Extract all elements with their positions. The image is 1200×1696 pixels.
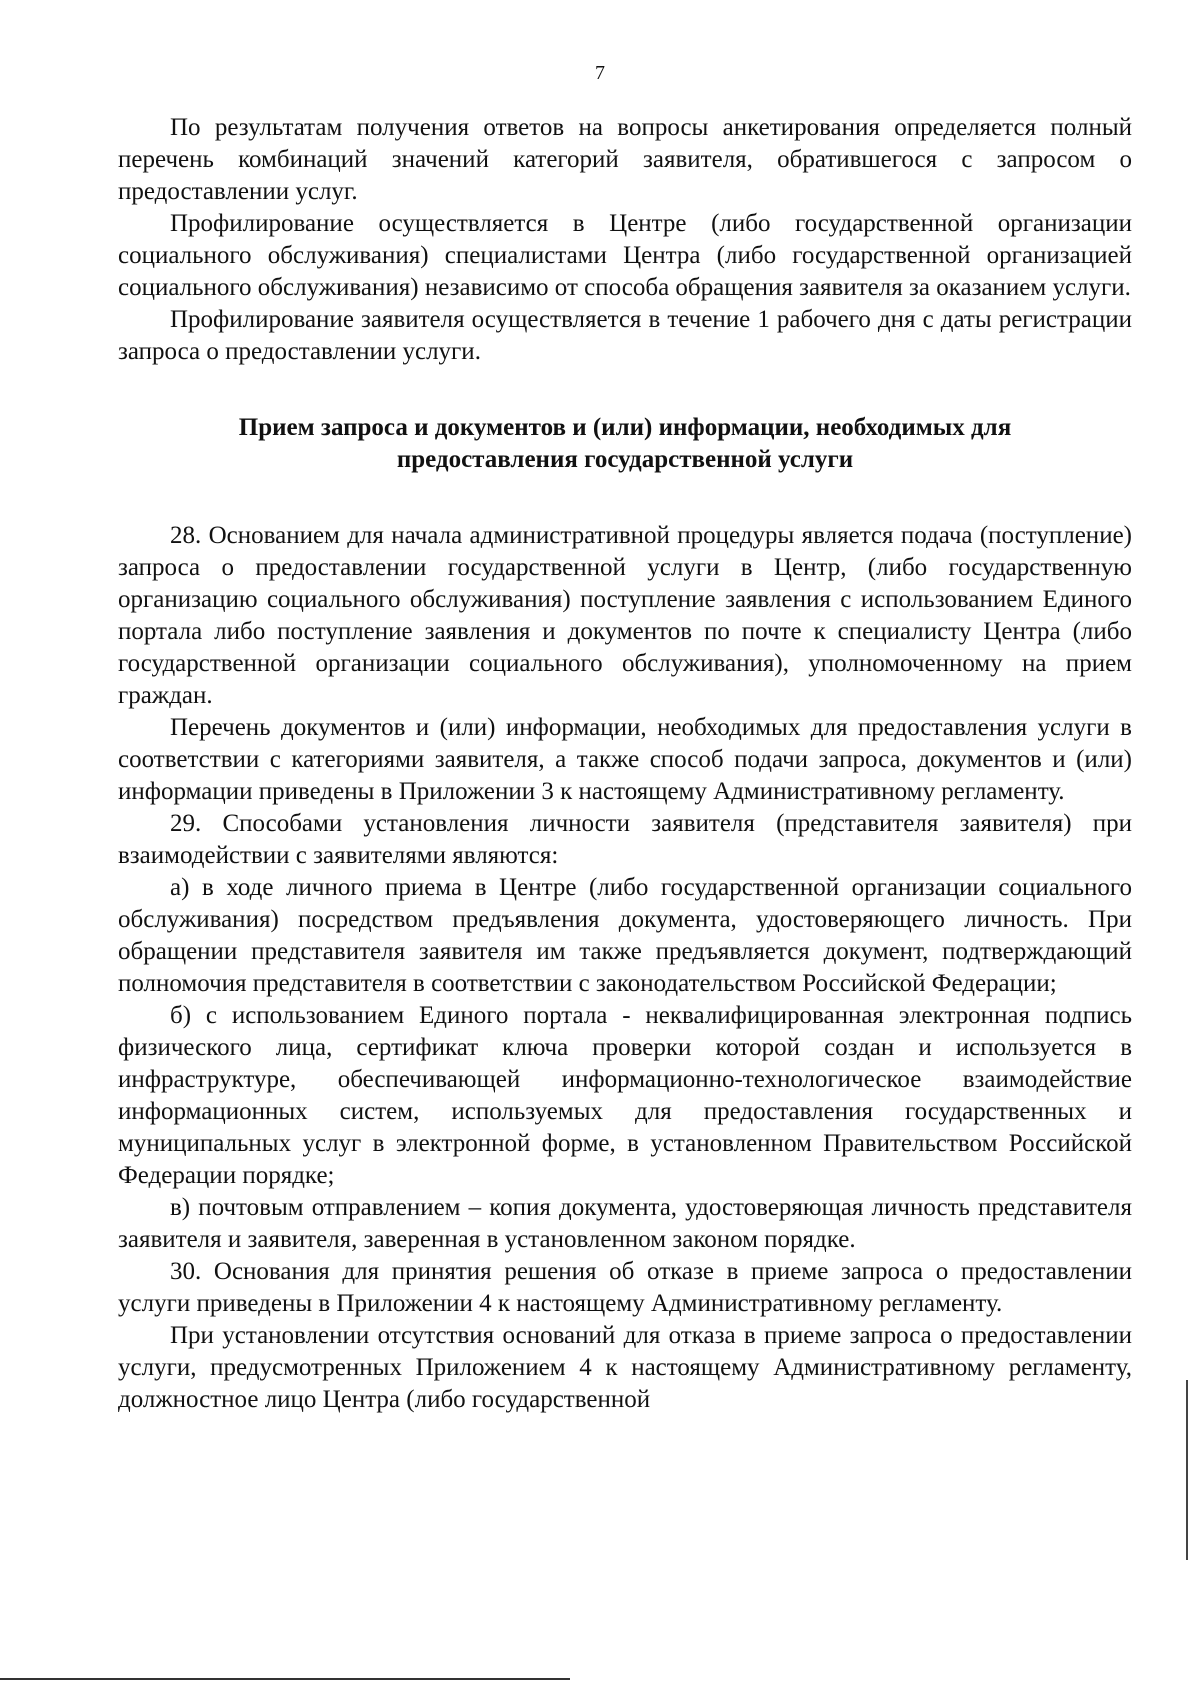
paragraph-item-30: 30. Основания для принятия решения об отказе в приеме запроса о предоставлении услуги приведены в Приложении 4 к настоящему Административному регламенту. [118, 1258, 1132, 1317]
scan-bottom-edge [0, 1678, 570, 1680]
page-number: 7 [595, 62, 605, 84]
paragraph-item-28: 28. Основанием для начала административной процедуры является подача (поступление) запроса о предоставлении государственной услуги в Центр, (либо государственную организацию социального обслуживания) поступление заявления с использованием Единого портала либо поступление заявления и документов по почте к специалисту Центра (либо государственной организации социального обслуживания), уполномоченному на прием граждан. [118, 522, 1132, 709]
paragraph-item-29: 29. Способами установления личности заявителя (представителя заявителя) при взаимодействии с заявителями являются: [118, 810, 1132, 869]
paragraph-item-29-a: а) в ходе личного приема в Центре (либо государственной организации социального обслуживания) посредством предъявления документа, удостоверяющего личность. При обращении представителя заявителя им также предъявляется документ, подтверждающий полномочия представителя в соответствии с законодательством Российской Федерации; [118, 874, 1132, 997]
paragraph-no-refusal-grounds: При установлении отсутствия оснований для отказа в приеме запроса о предоставлении услуги, предусмотренных Приложением 4 к настоящему Административному регламенту, должностное лицо Центра (либо государственной [118, 1322, 1132, 1413]
paragraph-documents-list: Перечень документов и (или) информации, необходимых для предоставления услуги в соответствии с категориями заявителя, а также способ подачи запроса, документов и (или) информации приведены в Приложении 3 к настоящему Административному регламенту. [118, 714, 1132, 805]
paragraph-item-29-c: в) почтовым отправлением – копия документа, удостоверяющая личность представителя заявителя и заявителя, заверенная в установленном законом порядке. [118, 1194, 1132, 1253]
section-heading: Прием запроса и документов и (или) информации, необходимых для предоставления государственной услуги [238, 414, 1012, 473]
paragraph-profiling-location: Профилирование осуществляется в Центре (либо государственной организации социального обслуживания) специалистами Центра (либо государственной организацией социального обслуживания) независимо от способа обращения заявителя за оказанием услуги. [118, 210, 1132, 301]
scan-edge-mark [1186, 1380, 1188, 1560]
paragraph-profiling-results: По результатам получения ответов на вопросы анкетирования определяется полный перечень комбинаций значений категорий заявителя, обратившегося с запросом о предоставлении услуг. [118, 114, 1132, 205]
document-body [118, 112, 1132, 1416]
paragraph-item-29-b: б) с использованием Единого портала - неквалифицированная электронная подпись физического лица, сертификат ключа проверки которой создан и используется в инфраструктуре, обеспечивающей информационно-технологическое взаимодействие информационных систем, используемых для предоставления государственных и муниципальных услуг в электронной форме, в установленном Правительством Российской Федерации порядке; [118, 1002, 1132, 1189]
paragraph-profiling-timing: Профилирование заявителя осуществляется в течение 1 рабочего дня с даты регистрации запроса о предоставлении услуги. [118, 306, 1132, 365]
